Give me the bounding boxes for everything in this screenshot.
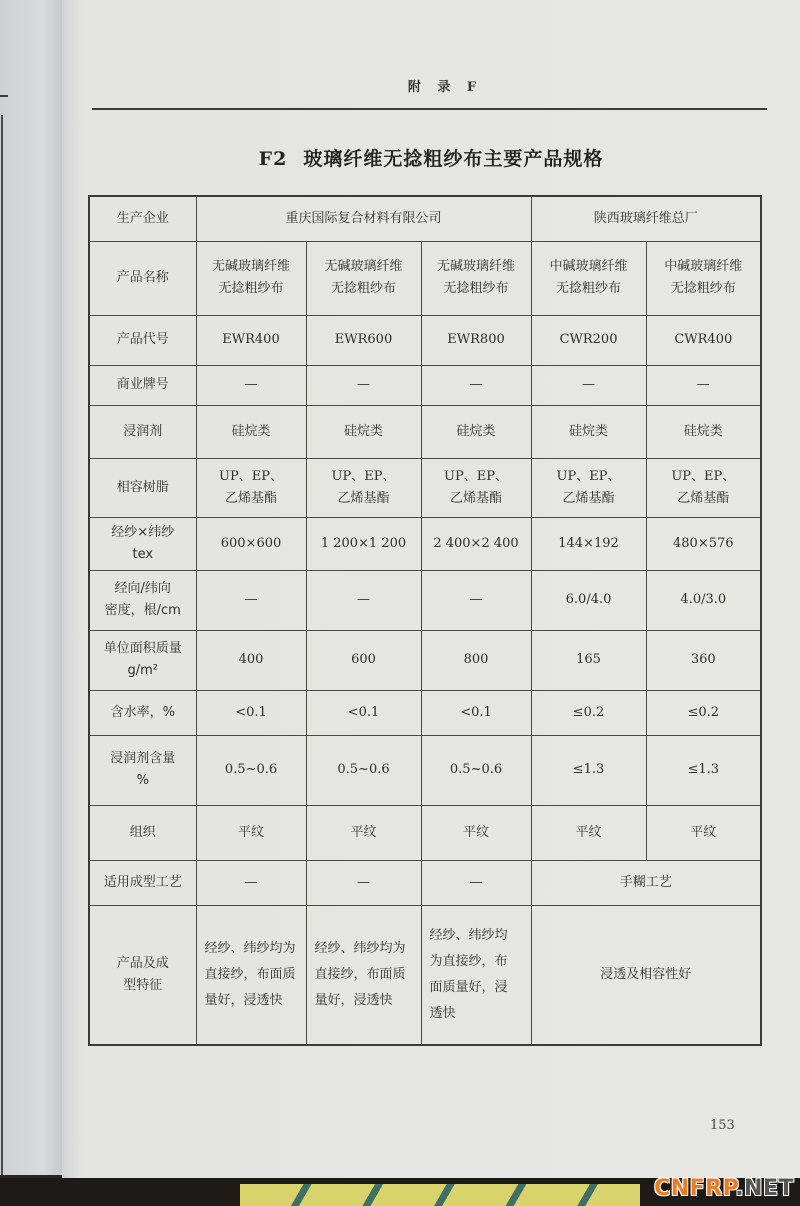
table-cell [421, 735, 531, 805]
row-label-line: 商业牌号 [116, 377, 169, 392]
table-cell-line: 面质量好，浸 [429, 979, 508, 995]
table-cell-line: — [696, 377, 710, 392]
row-label-line: 浸润剂 [123, 423, 163, 439]
table-cell [306, 315, 421, 365]
table-cell [646, 805, 761, 860]
row-label-line: 产品名称 [116, 270, 169, 285]
table-cell [306, 735, 421, 805]
table-cell [646, 517, 761, 570]
striped-object [240, 1184, 640, 1206]
table-cell [421, 517, 531, 570]
table-cell [196, 365, 306, 405]
table-cell-line: 无捻粗纱布 [330, 281, 396, 296]
table-cell [196, 241, 306, 315]
table-cell-line: 乙烯基酯 [224, 490, 277, 506]
table-cell [306, 570, 421, 630]
table-cell [196, 905, 306, 1045]
row-label [89, 630, 196, 690]
table-cell-line: 硅烷类 [231, 423, 271, 439]
header-rule [92, 108, 767, 110]
table-cell [306, 690, 421, 735]
table-cell-line: — [469, 592, 483, 607]
table-row [89, 365, 761, 405]
table-cell [306, 241, 421, 315]
table-cell [421, 241, 531, 315]
table-cell-line: 0.5~0.6 [224, 762, 278, 777]
row-label-line: 单位面积质量 [103, 641, 182, 656]
table-cell-line: 硅烷类 [343, 423, 383, 439]
watermark-logo [654, 1176, 794, 1201]
table-cell-line: 无碱玻璃纤维 [437, 259, 516, 274]
table-cell [531, 241, 646, 315]
row-label-line: tex [132, 546, 154, 562]
table-cell-line: — [244, 592, 258, 607]
table-cell [646, 735, 761, 805]
page-number: 153 [710, 1118, 735, 1133]
facing-page-table-border [1, 115, 3, 1175]
table-cell-line: — [357, 592, 370, 607]
table-cell [531, 630, 646, 690]
table-cell [196, 805, 306, 860]
table-cell-line: CWR400 [674, 332, 733, 347]
facing-page-edge [0, 0, 62, 1175]
table-cell-line: 800 [463, 652, 489, 667]
table-cell-line: <0.1 [460, 704, 492, 720]
table-cell [196, 517, 306, 570]
table-cell-line: 无捻粗纱布 [443, 281, 509, 296]
table-cell-line: 无捻粗纱布 [218, 281, 284, 296]
table-cell [421, 905, 531, 1045]
table-cell-line: 无碱玻璃纤维 [324, 259, 403, 274]
table-row [89, 630, 761, 690]
table-cell-line: 直接纱，布面质 [204, 966, 296, 982]
table-cell [421, 315, 531, 365]
table-cell-line: ≤1.3 [572, 762, 605, 777]
row-label-line: % [136, 773, 149, 788]
row-label-line: 经向/纬向 [114, 581, 171, 596]
table-cell [421, 458, 531, 517]
table-cell-line: 平纹 [350, 824, 377, 840]
row-label [89, 365, 196, 405]
table-cell [306, 517, 421, 570]
table-title-text: 玻璃纤维无捻粗纱布主要产品规格 [303, 148, 604, 170]
table-cell-line: 乙烯基酯 [450, 490, 503, 506]
row-label-line: 型特征 [123, 977, 163, 993]
table-row-process [89, 860, 761, 905]
manufacturer-row [89, 196, 761, 241]
table-cell-line: CWR200 [559, 332, 618, 347]
table-cell [531, 458, 646, 517]
table-cell-line: 0.5~0.6 [449, 762, 503, 777]
table-cell-line: 1 200×1 200 [320, 535, 407, 551]
table-cell [196, 690, 306, 735]
table-cell-line: UP、EP、 [556, 468, 621, 484]
table-cell [196, 630, 306, 690]
table-cell [531, 517, 646, 570]
table-cell-line: 600 [351, 652, 376, 667]
table-cell-line: 硅烷类 [456, 423, 496, 439]
table-cell: — [196, 860, 306, 905]
merged-cell: 手糊工艺 [531, 860, 761, 905]
table-cell [421, 630, 531, 690]
manufacturer-cell: 重庆国际复合材料有限公司 [196, 196, 531, 241]
table-row [89, 405, 761, 458]
table-cell-line: UP、EP、 [444, 468, 508, 484]
table-cell-line: EWR800 [447, 332, 505, 347]
row-label-line: 产品及成 [116, 955, 169, 971]
table-cell [306, 458, 421, 517]
table-cell [646, 458, 761, 517]
table-cell-line: 无碱玻璃纤维 [211, 259, 290, 274]
table-cell-line: 平纹 [575, 824, 602, 840]
table-cell-line: <0.1 [347, 704, 380, 720]
table-cell [646, 570, 761, 630]
row-label: 适用成型工艺 [89, 860, 196, 905]
row-label-line: 浸润剂含量 [110, 751, 176, 766]
table-cell [531, 405, 646, 458]
table-cell [196, 735, 306, 805]
book-page [62, 0, 800, 1178]
row-label-line: 含水率，% [110, 704, 175, 720]
table-cell [421, 570, 531, 630]
table-cell [196, 458, 306, 517]
table-cell [531, 315, 646, 365]
table-row [89, 570, 761, 630]
manufacturer-cell: 陕西玻璃纤维总厂 [531, 196, 761, 241]
watermark-tld: .NET [735, 1176, 794, 1201]
table-number: F2 [258, 148, 288, 170]
table-row [89, 690, 761, 735]
row-label [89, 517, 196, 570]
facing-page-rule [0, 95, 8, 97]
table-cell-line: 乙烯基酯 [677, 490, 730, 506]
row-label: 生产企业 [89, 196, 196, 241]
table-cell-line: UP、EP、 [219, 468, 283, 484]
table-cell [646, 405, 761, 458]
row-label-line: 组织 [129, 824, 156, 840]
row-label [89, 805, 196, 860]
table-cell [646, 241, 761, 315]
table-cell-line: — [357, 377, 370, 392]
table-cell-line: ≤0.2 [572, 704, 605, 720]
table-row [89, 315, 761, 365]
table-cell [306, 365, 421, 405]
table-cell-line: 经纱、纬纱均为 [204, 940, 296, 956]
table-cell-line: 6.0/4.0 [565, 592, 612, 607]
row-label [89, 735, 196, 805]
row-label-line: 经纱×纬纱 [111, 524, 175, 540]
table-cell-line: <0.1 [235, 704, 267, 720]
table-cell-line: 平纹 [463, 824, 490, 840]
table-cell-line: 360 [690, 652, 716, 667]
table-cell-line: 中碱玻璃纤维 [664, 259, 743, 274]
row-label-line: 产品代号 [116, 332, 169, 347]
table-row [89, 735, 761, 805]
table-cell-line: 量好，浸透快 [314, 992, 393, 1008]
row-label [89, 315, 196, 365]
merged-cell: 浸透及相容性好 [531, 905, 761, 1045]
table-cell [196, 315, 306, 365]
table-cell-line: 乙烯基酯 [562, 490, 615, 506]
table-cell-line: 中碱玻璃纤维 [549, 259, 628, 274]
table-cell [421, 365, 531, 405]
table-cell-line: 144×192 [558, 535, 619, 551]
table-cell-line: 乙烯基酯 [337, 490, 390, 506]
table-row [89, 517, 761, 570]
row-label-line: 相容树脂 [116, 479, 169, 495]
table-cell [531, 690, 646, 735]
table-cell-line: 4.0/3.0 [680, 592, 727, 607]
row-label-line: g/m² [127, 663, 158, 678]
table-row-features [89, 905, 761, 1045]
table-row [89, 805, 761, 860]
table-cell: — [306, 860, 421, 905]
table-cell [531, 570, 646, 630]
table-cell-line: 平纹 [690, 824, 717, 840]
table-cell-line: 480×576 [673, 535, 734, 551]
row-label [89, 458, 196, 517]
table-cell [531, 735, 646, 805]
table-cell [306, 905, 421, 1045]
table-cell-line: — [582, 377, 596, 392]
table-title [62, 144, 800, 171]
table-cell [421, 405, 531, 458]
table-cell-line: 经纱、纬纱均 [429, 927, 508, 943]
row-label-line: 密度，根/cm [104, 603, 181, 618]
table-cell [306, 405, 421, 458]
table-cell [646, 630, 761, 690]
table-cell-line: 600×600 [220, 535, 282, 551]
table-row [89, 241, 761, 315]
row-label [89, 690, 196, 735]
table-cell-line: ≤0.2 [687, 704, 720, 720]
table-cell-line: 平纹 [237, 824, 264, 840]
watermark-brand: CNFRP [654, 1176, 736, 1201]
table-cell: — [421, 860, 531, 905]
table-row [89, 458, 761, 517]
table-cell-line: 无捻粗纱布 [556, 281, 622, 296]
table-cell-line: 无捻粗纱布 [670, 281, 736, 296]
table-cell-line: — [244, 377, 258, 392]
table-cell [306, 805, 421, 860]
table-cell-line: EWR600 [334, 332, 393, 347]
table-cell [646, 365, 761, 405]
table-cell-line: 透快 [429, 1005, 456, 1021]
table-cell-line: 硅烷类 [569, 423, 609, 439]
table-cell-line: 为直接纱，布 [429, 953, 508, 969]
table-cell [531, 805, 646, 860]
table-cell-line: 400 [238, 652, 264, 667]
table-cell [196, 405, 306, 458]
table-cell-line: UP、EP、 [331, 468, 396, 484]
table-cell-line: 0.5~0.6 [337, 762, 390, 777]
table-cell [196, 570, 306, 630]
table-cell-line: 量好，浸透快 [204, 992, 283, 1008]
table-cell-line: — [469, 377, 483, 392]
running-head: 附 录 F [407, 80, 483, 95]
table-cell [421, 805, 531, 860]
row-label [89, 241, 196, 315]
table-cell [306, 630, 421, 690]
table-cell-line: 165 [576, 652, 601, 667]
table-cell-line: ≤1.3 [687, 762, 720, 777]
table-cell-line: 2 400×2 400 [433, 535, 519, 551]
table-cell-line: 硅烷类 [683, 423, 723, 439]
row-label [89, 405, 196, 458]
table-cell [646, 315, 761, 365]
table-cell [421, 690, 531, 735]
table-cell-line: 直接纱，布面质 [314, 966, 406, 982]
row-label [89, 905, 196, 1045]
table-cell-line: UP、EP、 [671, 468, 736, 484]
row-label [89, 570, 196, 630]
table-cell [646, 690, 761, 735]
product-spec-table [88, 195, 762, 1046]
table-cell-line: EWR400 [222, 332, 280, 347]
table-cell [531, 365, 646, 405]
table-cell-line: 经纱、纬纱均为 [314, 940, 406, 956]
